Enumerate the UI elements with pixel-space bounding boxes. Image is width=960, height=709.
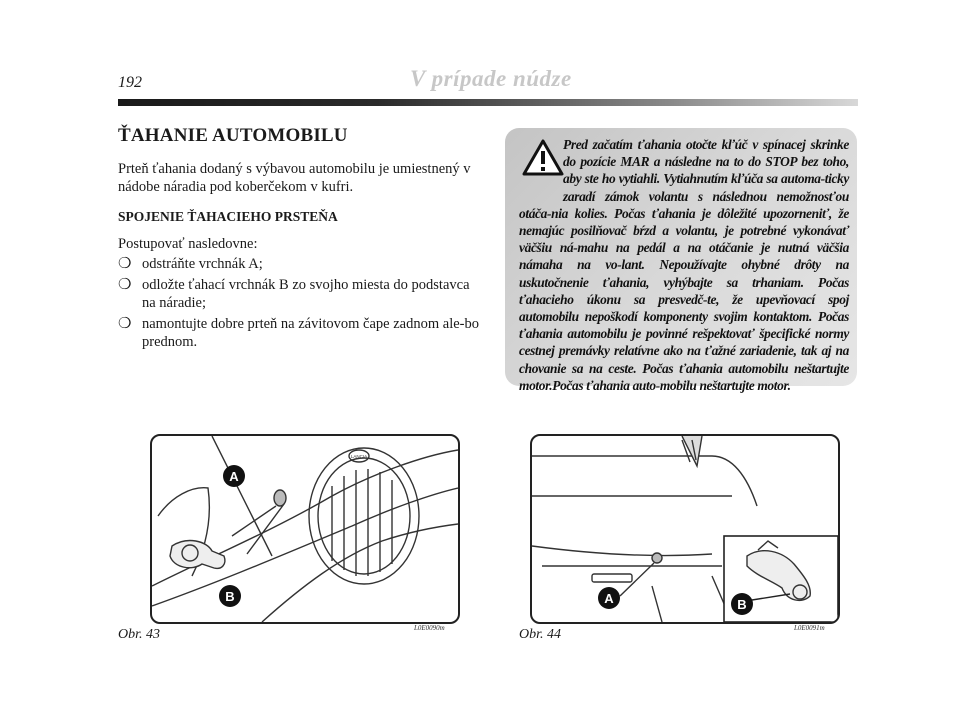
front-car-illustration bbox=[152, 436, 458, 622]
label-b: B bbox=[737, 597, 747, 612]
page-number: 192 bbox=[118, 74, 142, 91]
circle-bullet-icon: ❍ bbox=[118, 256, 132, 272]
step-text: odstráňte vrchnák A; bbox=[142, 256, 263, 272]
warning-text: Pred začatím ťahania otočte kľúč v spínacej skrinke do pozície MAR a následne na to do STOP bez toho, aby ste ho vytiahli. Vytiahnutím kľúča sa automa-ticky zaradí zámok volantu s následnou nemožnosťou otáča-nia kolies. Počas ťahania je dôležité upozorneniť, že nemajúc posilňovač bŕzd a volantu, je potrebné vykonávať väčšiu ná-mahu na pedál a na otáčanie je nutná väčšia námaha na vo-lant. Nepoužívajte ohybné drôty na uskutočnenie ťahania, vyhýbajte sa trhaniam. Počas ťahacieho úkonu sa presvedč-te, že upevňovací spoj automobilu nepoškodí komponenty svojim kontaktom. Počas ťahania automobilu je povinné rešpektovať špecifické normy cestnej premávky relatívne ako na ťažné zariadenie, tak aj na chovanie sa na ceste. Počas ťahania automobilu neštartujte motor.Počas ťahania auto-mobilu neštartujte motor. bbox=[519, 137, 849, 393]
step-text: odložte ťahací vrchnák B zo svojho miesta do podstavca na náradie; bbox=[142, 277, 470, 311]
intro-paragraph: Prteň ťahania dodaný s výbavou automobilu je umiestnený v nádobe náradia pod koberčekom v kufri. bbox=[118, 161, 471, 195]
steps-list bbox=[118, 255, 484, 354]
step-text: namontujte dobre prteň na závitovom čape zadnom ale-bo prednom. bbox=[142, 316, 479, 350]
label-a: A bbox=[604, 591, 614, 606]
subheading: SPOJENIE ŤAHACIEHO PRSTEŇA bbox=[118, 209, 338, 224]
figure-code: L0E0090m bbox=[414, 624, 445, 632]
rear-car-illustration bbox=[532, 436, 838, 622]
label-a: A bbox=[229, 469, 239, 484]
procedure-label: Postupovať nasledovne: bbox=[118, 236, 258, 252]
circle-bullet-icon: ❍ bbox=[118, 316, 132, 332]
figure-code: L0E0091m bbox=[794, 624, 825, 632]
figure-caption: Obr. 43 bbox=[118, 627, 161, 642]
list-item bbox=[118, 255, 484, 273]
figure-caption: Obr. 44 bbox=[519, 627, 562, 642]
lancia-badge: LANCIA bbox=[350, 454, 368, 459]
list-item bbox=[118, 276, 484, 312]
figure-44-rear-tow bbox=[530, 434, 840, 624]
section-title: ŤAHANIE AUTOMOBILU bbox=[118, 125, 348, 146]
figure-43-front-tow bbox=[150, 434, 460, 624]
header-rule bbox=[118, 99, 858, 106]
list-item bbox=[118, 315, 484, 351]
label-b: B bbox=[225, 589, 235, 604]
chapter-title: V prípade núdze bbox=[410, 66, 572, 91]
warning-box bbox=[505, 128, 857, 393]
circle-bullet-icon: ❍ bbox=[118, 277, 132, 293]
